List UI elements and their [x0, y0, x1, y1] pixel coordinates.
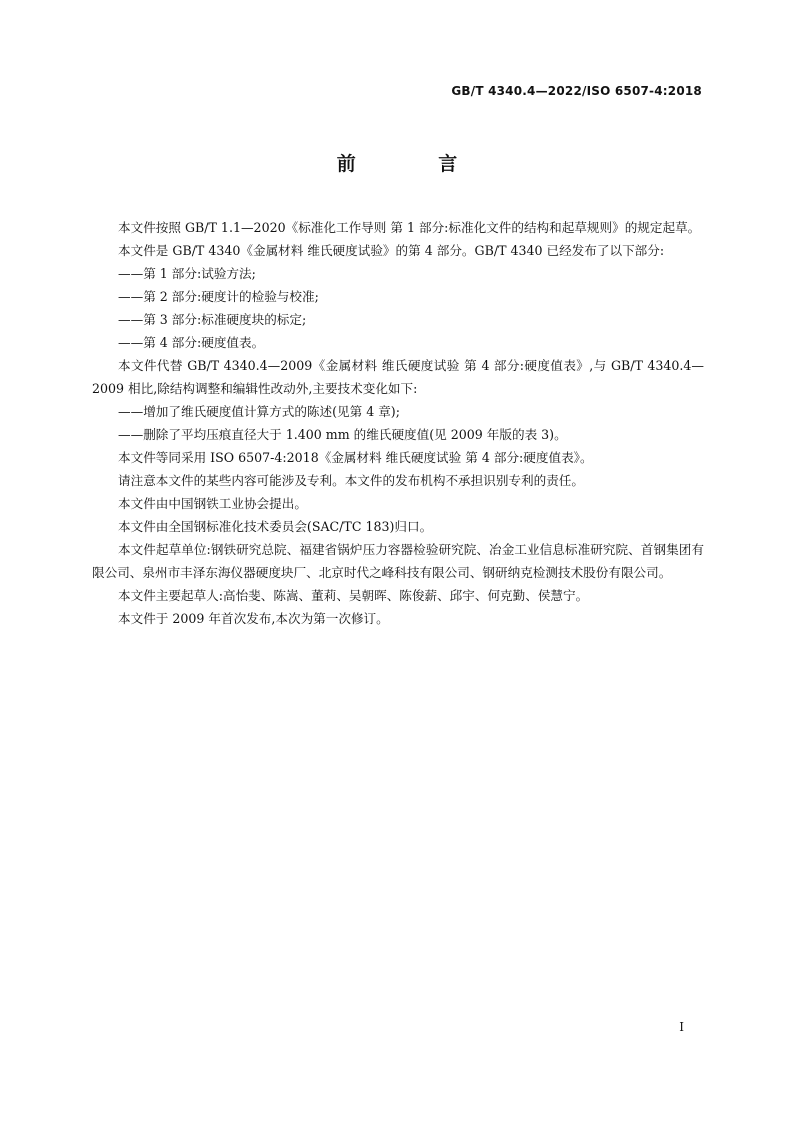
- paragraph-drafting-units: 本文件起草单位:钢铁研究总院、福建省锅炉压力容器检验研究院、冶金工业信息标准研究院、首钢集团有限公司、泉州市丰泽东海仪器硬度块厂、北京时代之峰科技有限公司、钢研纳克检测技术股份有限公司。: [92, 542, 704, 580]
- paragraph-replaces: 本文件代替 GB/T 4340.4—2009《金属材料 维氏硬度试验 第 4 部分:硬度值表》,与 GB/T 4340.4—2009 相比,除结构调整和编辑性改动外,主要技术变化如下:: [92, 358, 704, 396]
- page-title: 前 言: [336, 153, 496, 175]
- list-item-change-1: ——增加了维氏硬度值计算方式的陈述(见第 4 章);: [118, 404, 400, 419]
- list-item-change-2: ——删除了平均压痕直径大于 1.400 mm 的维氏硬度值(见 2009 年版的表 3)。: [118, 427, 567, 442]
- paragraph-history: 本文件于 2009 年首次发布,本次为第一次修订。: [118, 611, 389, 626]
- list-item-part-2: ——第 2 部分:硬度计的检验与校准;: [118, 289, 319, 304]
- paragraph-technical-committee: 本文件由全国钢标准化技术委员会(SAC/TC 183)归口。: [118, 519, 433, 534]
- paragraph-proposed-by: 本文件由中国钢铁工业协会提出。: [118, 496, 307, 511]
- page-number: I: [679, 1020, 684, 1034]
- list-item-part-3: ——第 3 部分:标准硬度块的标定;: [118, 312, 307, 327]
- paragraph-patent-notice: 请注意本文件的某些内容可能涉及专利。本文件的发布机构不承担识别专利的责任。: [118, 473, 584, 488]
- list-item-part-4: ——第 4 部分:硬度值表。: [118, 335, 265, 350]
- foreword-body: [92, 216, 704, 630]
- paragraph-iso-adoption: 本文件等同采用 ISO 6507-4:2018《金属材料 维氏硬度试验 第 4 部分:硬度值表》。: [118, 450, 593, 465]
- standard-code: GB/T 4340.4—2022/ISO 6507-4:2018: [451, 84, 702, 98]
- paragraph-drafting-rules: 本文件按照 GB/T 1.1—2020《标准化工作导则 第 1 部分:标准化文件的结构和起草规则》的规定起草。: [118, 220, 701, 235]
- paragraph-series-intro: 本文件是 GB/T 4340《金属材料 维氏硬度试验》的第 4 部分。GB/T 4340 已经发布了以下部分:: [118, 243, 665, 258]
- list-item-part-1: ——第 1 部分:试验方法;: [118, 266, 256, 281]
- paragraph-drafters: 本文件主要起草人:高怡斐、陈嵩、董莉、吴朝晖、陈俊薪、邱宇、何克勤、侯慧宁。: [118, 588, 589, 603]
